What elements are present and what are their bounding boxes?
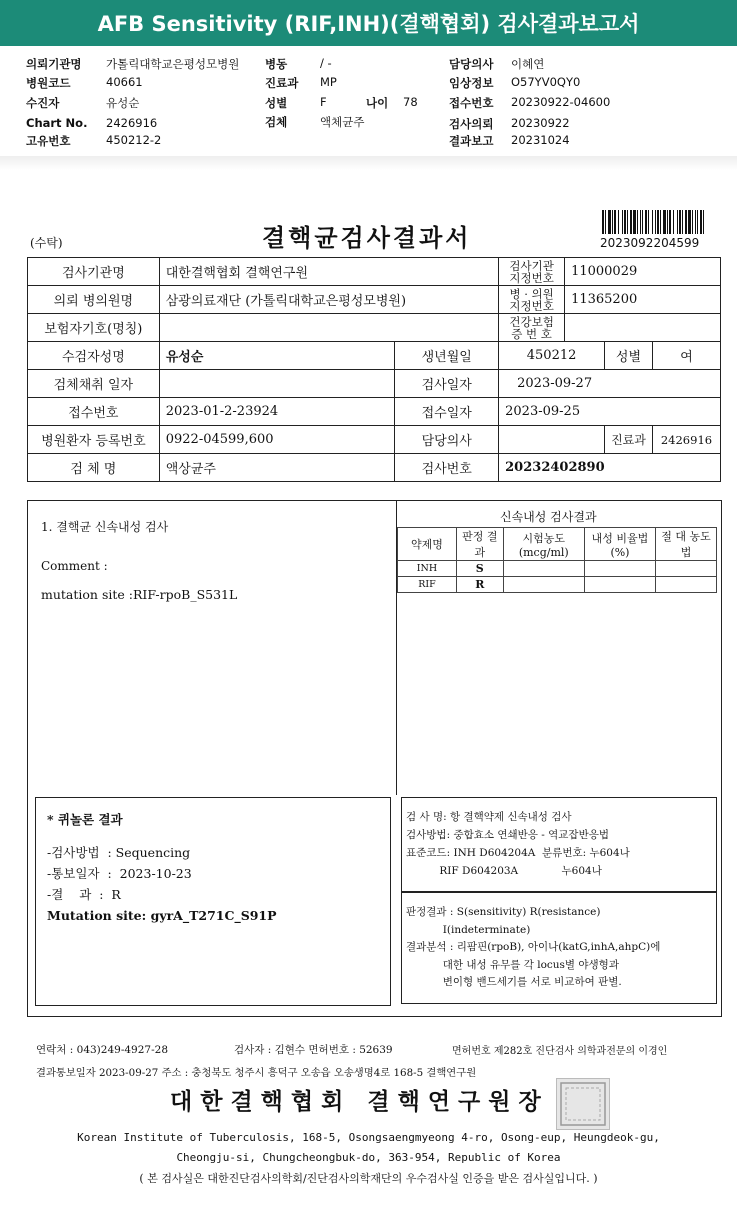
sensitivity-title: 신속내성 검사결과: [500, 510, 597, 524]
barcode-number: 2023092204599: [600, 236, 700, 250]
recv-no-label: 접수번호: [28, 398, 160, 426]
field-label: 검체: [265, 115, 288, 129]
spec-value: 액상균주: [159, 454, 395, 482]
health-label: 건강보험 증 번 호: [499, 314, 565, 342]
judge-line: 판정결과 : S(sensitivity) R(resistance): [406, 906, 601, 918]
field-value: 이혜연: [511, 57, 545, 71]
test-no-label: 검사번호: [395, 454, 499, 482]
field-label: 병원코드: [26, 76, 71, 90]
drug-result: R: [456, 577, 503, 593]
field-value: 40661: [106, 75, 143, 89]
col-header: 절 대 농도법: [656, 528, 717, 561]
patient-label: 수검자성명: [28, 342, 160, 370]
document-title: 결핵균검사결과서: [262, 223, 472, 252]
org-name: 대 한 결 핵 협 회 결 핵 연 구 원 장: [170, 1088, 541, 1115]
table-row: [398, 577, 717, 593]
dept-value: 2426916: [652, 426, 720, 454]
drug-result: S: [456, 561, 503, 577]
birth-value: 450212: [499, 342, 605, 370]
field-value: 78: [403, 95, 418, 109]
quinolone-lines: [47, 842, 277, 926]
spec-label: 검 체 명: [28, 454, 160, 482]
judge-line: 결과분석 : 리팜핀(rpoB), 아이나(katG,inhA,ahpC)에: [406, 941, 661, 953]
quinolone-line: -결 과 : R: [47, 887, 121, 902]
field-label: Chart No.: [26, 116, 88, 130]
field-label: 검사의뢰: [449, 117, 494, 131]
field-value: 20231024: [511, 133, 570, 147]
field-value: 20230922: [511, 116, 570, 130]
section-heading: 1. 결핵균 신속내성 검사: [41, 520, 169, 534]
drug-name: INH: [398, 561, 457, 577]
recv-date-value: 2023-09-25: [499, 398, 721, 426]
col-header: 내성 비율법(%): [584, 528, 655, 561]
col-header: 판정 결과: [456, 528, 503, 561]
separator-band: [0, 156, 737, 170]
test-no-value: 20232402890: [499, 454, 721, 482]
field-label: 의뢰기관명: [26, 57, 82, 71]
field-value: 20230922-04600: [511, 95, 611, 109]
health-value: [565, 314, 721, 342]
method-lines: [406, 808, 630, 880]
birth-label: 생년월일: [395, 342, 499, 370]
reg-value: 0922-04599,600: [159, 426, 395, 454]
title-bar: [0, 0, 737, 56]
field-label: 고유번호: [26, 134, 71, 148]
reg-label: 병원환자 등록번호: [28, 426, 160, 454]
req-value: 삼광의료재단 (가톨릭대학교은평성모병원): [159, 286, 498, 314]
sex-label: 성별: [605, 342, 653, 370]
field-value: F: [320, 95, 327, 109]
official-seal: [556, 1078, 610, 1130]
field-label: 담당의사: [449, 57, 494, 71]
req-code-label: 병 · 의원 지정번호: [499, 286, 565, 314]
field-label: 병동: [265, 57, 288, 71]
doctor-label: 담당의사: [395, 426, 499, 454]
test-date-label: 검사일자: [395, 370, 499, 398]
recv-no-value: 2023-01-2-23924: [159, 398, 395, 426]
field-value: 액체균주: [320, 115, 365, 129]
method-line: RIF D604203A 누604나: [406, 865, 602, 877]
method-line: 표준코드: INH D604204A 분류번호: 누604나: [406, 847, 630, 859]
col-header: 시험농도 (mcg/ml): [503, 528, 584, 561]
field-value: 2426916: [106, 116, 158, 130]
inst-label: 검사기관명: [28, 258, 160, 286]
quinolone-line: -검사방법 : Sequencing: [47, 845, 191, 860]
field-label: 결과보고: [449, 134, 494, 148]
mutation-site: mutation site :RIF-rpoB_S531L: [41, 587, 238, 602]
table-row: [398, 561, 717, 577]
col-header: 약제명: [398, 528, 457, 561]
quinolone-mutation: Mutation site: gyrA_T271C_S91P: [47, 908, 277, 923]
inst-code-label: 검사기관 지정번호: [499, 258, 565, 286]
notify: 결과통보일자 2023-09-27 주소 : 충청북도 청주시 흥덕구 오송읍 오송생명4로 168-5 결핵연구원: [36, 1067, 477, 1079]
judge-line: 대한 내성 유무를 각 locus별 야생형과: [406, 958, 619, 971]
dept-label: 진료과: [605, 426, 653, 454]
field-value: 가톨릭대학교은평성모병원: [106, 57, 240, 71]
insured-label: 보험자기호(명칭): [28, 314, 160, 342]
judge-lines: [406, 904, 660, 992]
doctor-value: [499, 426, 605, 454]
field-value: MP: [320, 75, 337, 89]
tester: 검사자 : 김현수 면허번호 : 52639: [234, 1044, 393, 1056]
drug-name: RIF: [398, 577, 457, 593]
patient-value: 유성순: [159, 342, 395, 370]
sensitivity-table: [397, 527, 717, 593]
field-value: 450212-2: [106, 133, 162, 147]
field-label: 진료과: [265, 76, 299, 90]
req-code-value: 11365200: [565, 286, 721, 314]
judge-line: 변이형 밴드세기를 서로 비교하여 판별.: [406, 976, 622, 988]
field-value: O57YV0QY0: [511, 75, 581, 89]
req-label: 의뢰 병의원명: [28, 286, 160, 314]
field-label: 성별: [265, 96, 288, 110]
field-value: 유성순: [106, 96, 140, 110]
collect-value: [159, 370, 395, 398]
field-label: 수진자: [26, 96, 60, 110]
info-table: [27, 257, 721, 482]
inst-code-value: 11000029: [565, 258, 721, 286]
certification: ( 본 검사실은 대한진단검사의학회/진단검사의학재단의 우수검사실 인증을 받은 검사실입니다. ): [139, 1172, 598, 1185]
license: 면허번호 제282호 진단검사 의학과전문의 이경인: [452, 1046, 668, 1057]
quinolone-title: * 퀴놀론 결과: [47, 812, 123, 827]
collect-label: 검체채취 일자: [28, 370, 160, 398]
method-line: 검 사 명: 항 결핵약제 신속내성 검사: [406, 811, 572, 823]
field-label: 접수번호: [449, 96, 494, 110]
field-label: 나이: [366, 96, 389, 110]
method-line: 검사방법: 중합효소 연쇄반응 - 역교잡반응법: [406, 829, 610, 841]
report-title: AFB Sensitivity (RIF,INH)(결핵협회) 검사결과보고서: [0, 0, 737, 46]
quinolone-line: -통보일자 : 2023-10-23: [47, 866, 192, 881]
inst-value: 대한결핵협회 결핵연구원: [159, 258, 498, 286]
suffix-label: (수탁): [30, 236, 63, 250]
recv-date-label: 접수일자: [395, 398, 499, 426]
barcode: [602, 210, 706, 234]
comment-label: Comment :: [41, 559, 108, 573]
insured-value: [159, 314, 498, 342]
sex-value: 여: [652, 342, 720, 370]
address-line-2: Cheongju-si, Chungcheongbuk-do, 363-954, Republic of Korea: [176, 1151, 561, 1164]
contact: 연락처 : 043)249-4927-28: [36, 1044, 168, 1056]
field-value: / -: [320, 56, 332, 70]
test-date-value: 2023-09-27: [499, 370, 721, 398]
judge-line: I(indeterminate): [406, 923, 531, 936]
field-label: 임상정보: [449, 76, 494, 90]
address-line-1: Korean Institute of Tuberculosis, 168-5, Osongsaengmyeong 4-ro, Osong-eup, Heungdeok-gu,: [77, 1131, 660, 1144]
